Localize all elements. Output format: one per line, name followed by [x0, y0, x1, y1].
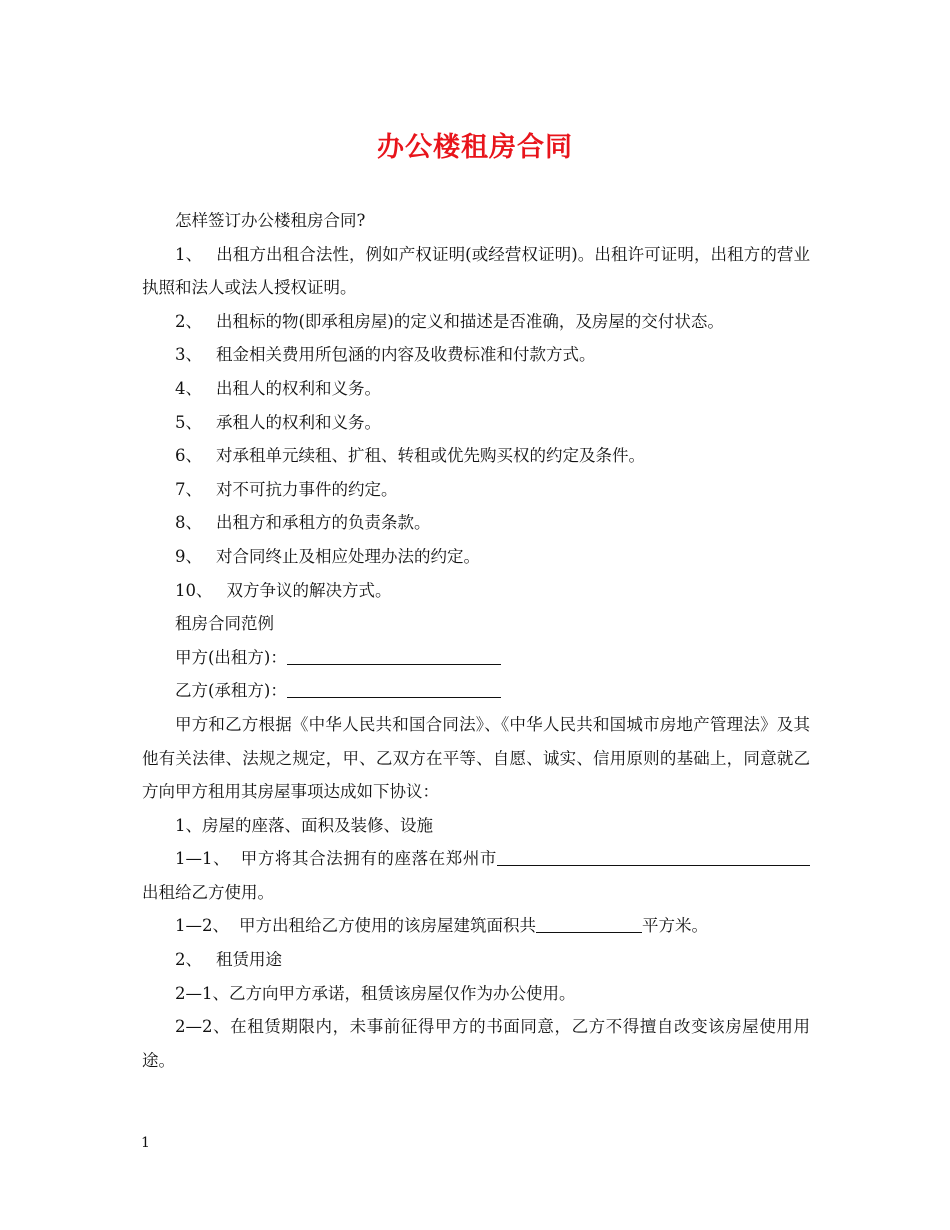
list-item-number: 3、: [175, 345, 202, 365]
list-item: [142, 439, 810, 473]
party-a-blank: [287, 646, 501, 665]
list-item: [142, 473, 810, 507]
preamble: 甲方和乙方根据《中华人民共和国合同法》、《中华人民共和国城市房地产管理法》及其他有关法律、法规之规定，甲、乙双方在平等、自愿、诚实、信用原则的基础上，同意就乙方向甲方租用其房屋事项达成如下协议：: [142, 714, 810, 802]
list-item-text: 出租人的权利和义务。: [216, 378, 381, 398]
party-b-blank: [287, 679, 501, 698]
party-b-line: [142, 674, 810, 708]
clause: [142, 842, 810, 909]
list-item-text: 对承租单元续租、扩租、转租或优先购买权的约定及条件。: [216, 446, 645, 466]
section-title: 租赁用途: [216, 950, 282, 970]
party-a-label: 甲方(出租方)：: [175, 647, 287, 667]
party-b-label: 乙方(承租方)：: [175, 681, 287, 701]
list-item: [142, 406, 810, 440]
clause-text: 平方米。: [642, 916, 708, 936]
list-item-text: 出租方出租合法性，例如产权证明(或经营权证明)。出租许可证明，出租方的营业执照和法人或法人授权证明。: [142, 244, 811, 298]
section-number: 2、: [175, 950, 202, 970]
list-item-text: 对合同终止及相应处理办法的约定。: [216, 546, 480, 566]
list-item-number: 9、: [175, 546, 202, 566]
clause: 2—1、乙方向甲方承诺，租赁该房屋仅作为办公使用。: [175, 983, 576, 1003]
list-item-number: 8、: [175, 513, 202, 533]
section-heading: 1、房屋的座落、面积及装修、设施: [175, 815, 433, 835]
list-item-number: 2、: [175, 311, 202, 331]
area-blank: [536, 914, 642, 933]
list-item-text: 出租标的物(即承租房屋)的定义和描述是否准确，及房屋的交付状态。: [216, 311, 724, 331]
list-item: [142, 305, 810, 339]
clause-text: 甲方出租给乙方使用的该房屋建筑面积共: [239, 916, 536, 936]
clause-text: 甲方将其合法拥有的座落在郑州市: [240, 849, 498, 869]
list-item-number: 5、: [175, 412, 202, 432]
list-item-number: 1、: [175, 244, 203, 264]
list-item: [142, 540, 810, 574]
list-item-number: 6、: [175, 446, 202, 466]
party-a-line: [142, 641, 810, 675]
list-item-text: 出租方和承租方的负责条款。: [216, 513, 431, 533]
list-item: [142, 506, 810, 540]
list-item: [142, 238, 810, 305]
clause-number: 1—1、: [175, 849, 231, 869]
clause-number: 1—2、: [175, 916, 229, 936]
list-item-text: 双方争议的解决方式。: [226, 580, 392, 600]
section-heading: [142, 943, 810, 977]
list-item-number: 4、: [175, 378, 202, 398]
location-blank-continued: [784, 847, 810, 866]
location-blank: [497, 847, 784, 866]
list-item-number: 7、: [175, 479, 202, 499]
clause: 2—2、在租赁期限内，未事前征得甲方的书面同意，乙方不得擅自改变该房屋使用用途。: [142, 1017, 810, 1070]
list-item: [142, 574, 810, 608]
list-item: [142, 372, 810, 406]
document-body: [142, 204, 810, 1077]
document-title: 办公楼租房合同: [377, 132, 573, 163]
list-item-text: 对不可抗力事件的约定。: [216, 479, 398, 499]
list-item-text: 承租人的权利和义务。: [216, 412, 381, 432]
question-intro: 怎样签订办公楼租房合同?: [175, 211, 366, 230]
example-heading: 租房合同范例: [175, 614, 274, 634]
list-item: [142, 338, 810, 372]
clause-text: 出租给乙方使用。: [142, 882, 274, 902]
list-item-text: 租金相关费用所包涵的内容及收费标准和付款方式。: [216, 345, 596, 365]
list-item-number: 10、: [175, 580, 213, 600]
page-number: 1: [141, 1135, 150, 1151]
clause: [142, 909, 810, 943]
